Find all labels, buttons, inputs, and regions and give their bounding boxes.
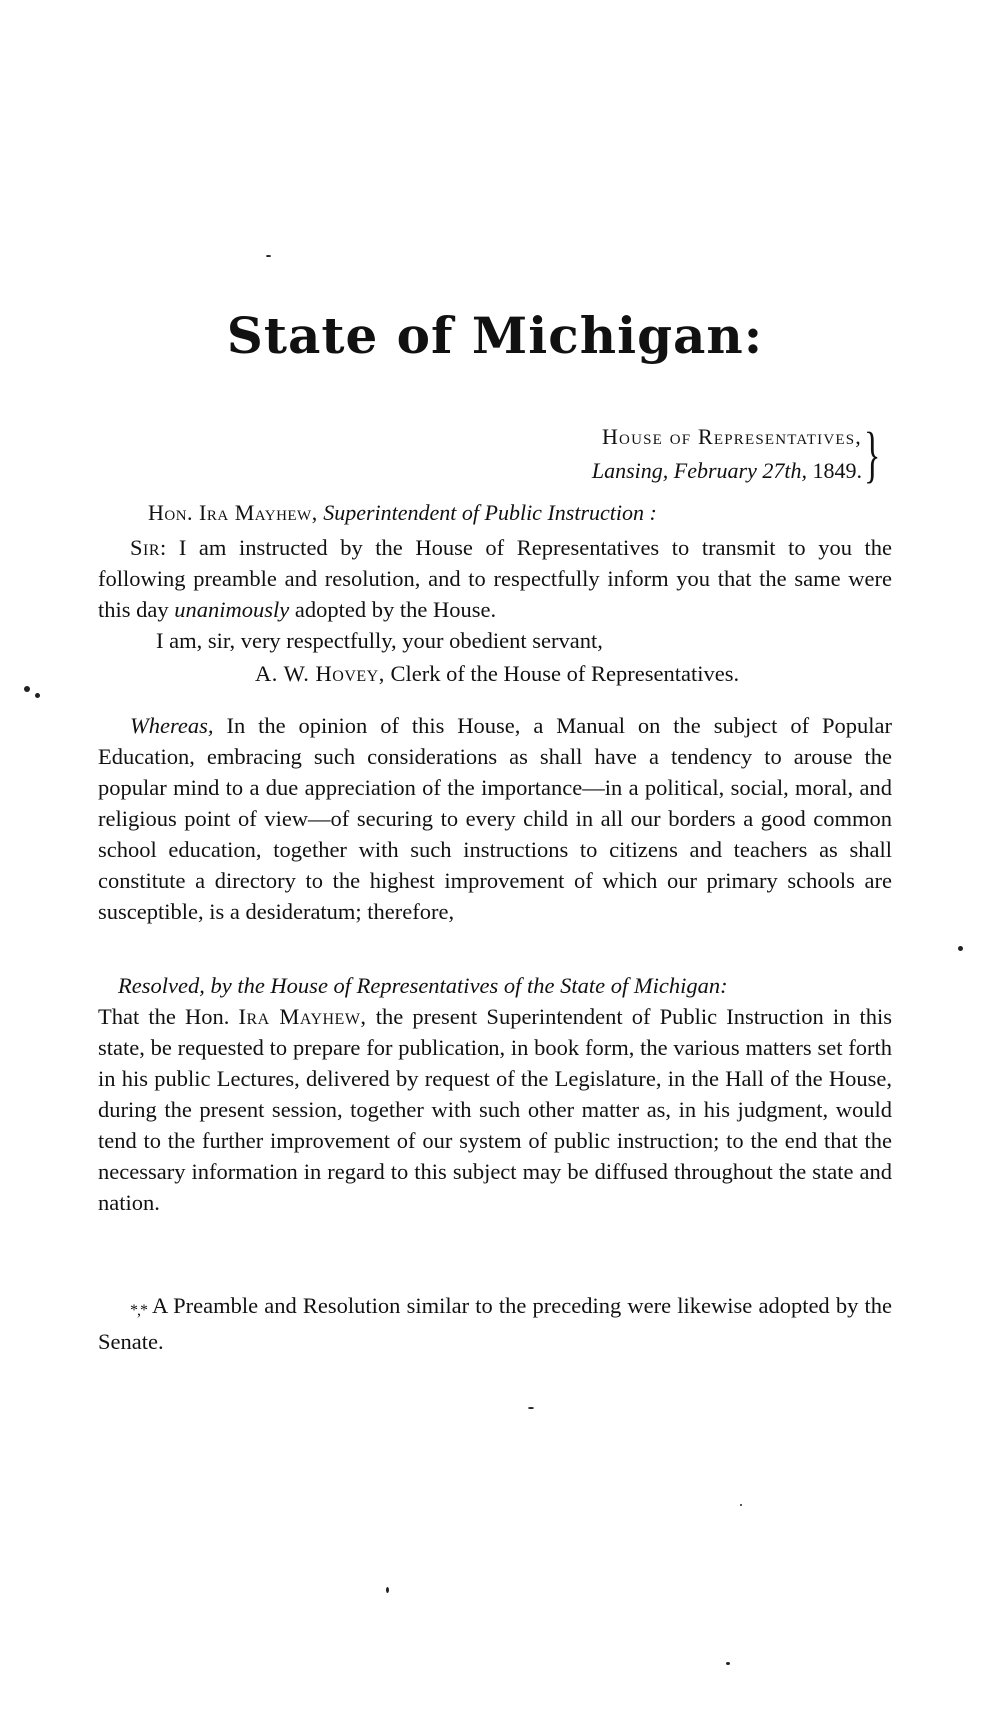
letter-closing: I am, sir, very respectfully, your obedient servant,	[156, 628, 603, 653]
addressee-position: Superintendent of Public Instruction :	[323, 500, 657, 525]
dateline-year: 1849.	[812, 458, 862, 483]
resolution-paragraph	[98, 970, 892, 1218]
resolution-text-start: That the Hon.	[98, 1004, 230, 1029]
signatory-role: Clerk of the House of Representatives.	[390, 661, 740, 686]
letter-emphasis: unanimously	[174, 597, 290, 622]
print-speck	[35, 693, 40, 698]
page-title: State of Michigan:	[226, 306, 764, 365]
signature-line	[255, 661, 739, 687]
dateline-place-date: Lansing, February 27th,	[591, 458, 807, 483]
print-speck	[740, 1504, 742, 1506]
print-speck	[726, 1662, 730, 1665]
letter-body	[98, 532, 892, 625]
dateline	[592, 458, 862, 484]
print-speck	[24, 686, 30, 692]
preamble-paragraph	[98, 710, 892, 927]
senate-note-text: A Preamble and Resolution similar to the preceding were likewise adopted by the Senate.	[98, 1293, 892, 1354]
preamble-text: In the opinion of this House, a Manual on the subject of Popular Education, embracing such considerations as shall have a tendency to arouse the popular mind to a due appreciation of the importance—in a political, social, moral, and religious point of view—of securing to every child in all our borders a good common school education, together with such instructions to citizens and teachers as shall constitute a directory to the highest improvement of which our primary schools are susceptible, is a desideratum; therefore,	[98, 713, 892, 924]
signatory-name: A. W. Hovey,	[255, 661, 385, 686]
senate-note	[98, 1290, 892, 1357]
resolution-text-end: the present Superintendent of Public Instruction in this state, be requested to prepare for publication, in book form, the various matters set forth in his public Lectures, delivered by request of the Legislature, in the Hall of the House, during the present session, together with such other matter as, in his judgment, would tend to the further improvement of our system of public instruction; to the end that the necessary information in regard to this subject may be diffused throughout the state and nation.	[98, 1004, 893, 1215]
addressee-name: Hon. Ira Mayhew,	[148, 500, 318, 525]
asterism-icon: *,*	[130, 1302, 147, 1319]
print-speck	[958, 946, 963, 951]
preamble-lead: Whereas,	[130, 713, 214, 738]
salutation: Sir	[130, 535, 161, 560]
brace-icon: }	[864, 421, 881, 489]
print-speck	[266, 255, 271, 257]
resolution-name: Ira Mayhew,	[238, 1004, 367, 1029]
resolution-lead: Resolved, by the House of Representatives of the State of Michigan:	[118, 973, 728, 998]
letter-body-end: adopted by the House.	[294, 597, 497, 622]
print-speck	[386, 1587, 389, 1593]
print-speck	[528, 1407, 534, 1409]
addressee-line	[148, 500, 657, 526]
house-of-representatives-heading: House of Representatives,	[601, 424, 862, 449]
letter-body-start: : I am instructed by the House of Representatives to transmit to you the following preamble and resolution, and to respectfully inform you that the same were this day	[98, 535, 892, 622]
